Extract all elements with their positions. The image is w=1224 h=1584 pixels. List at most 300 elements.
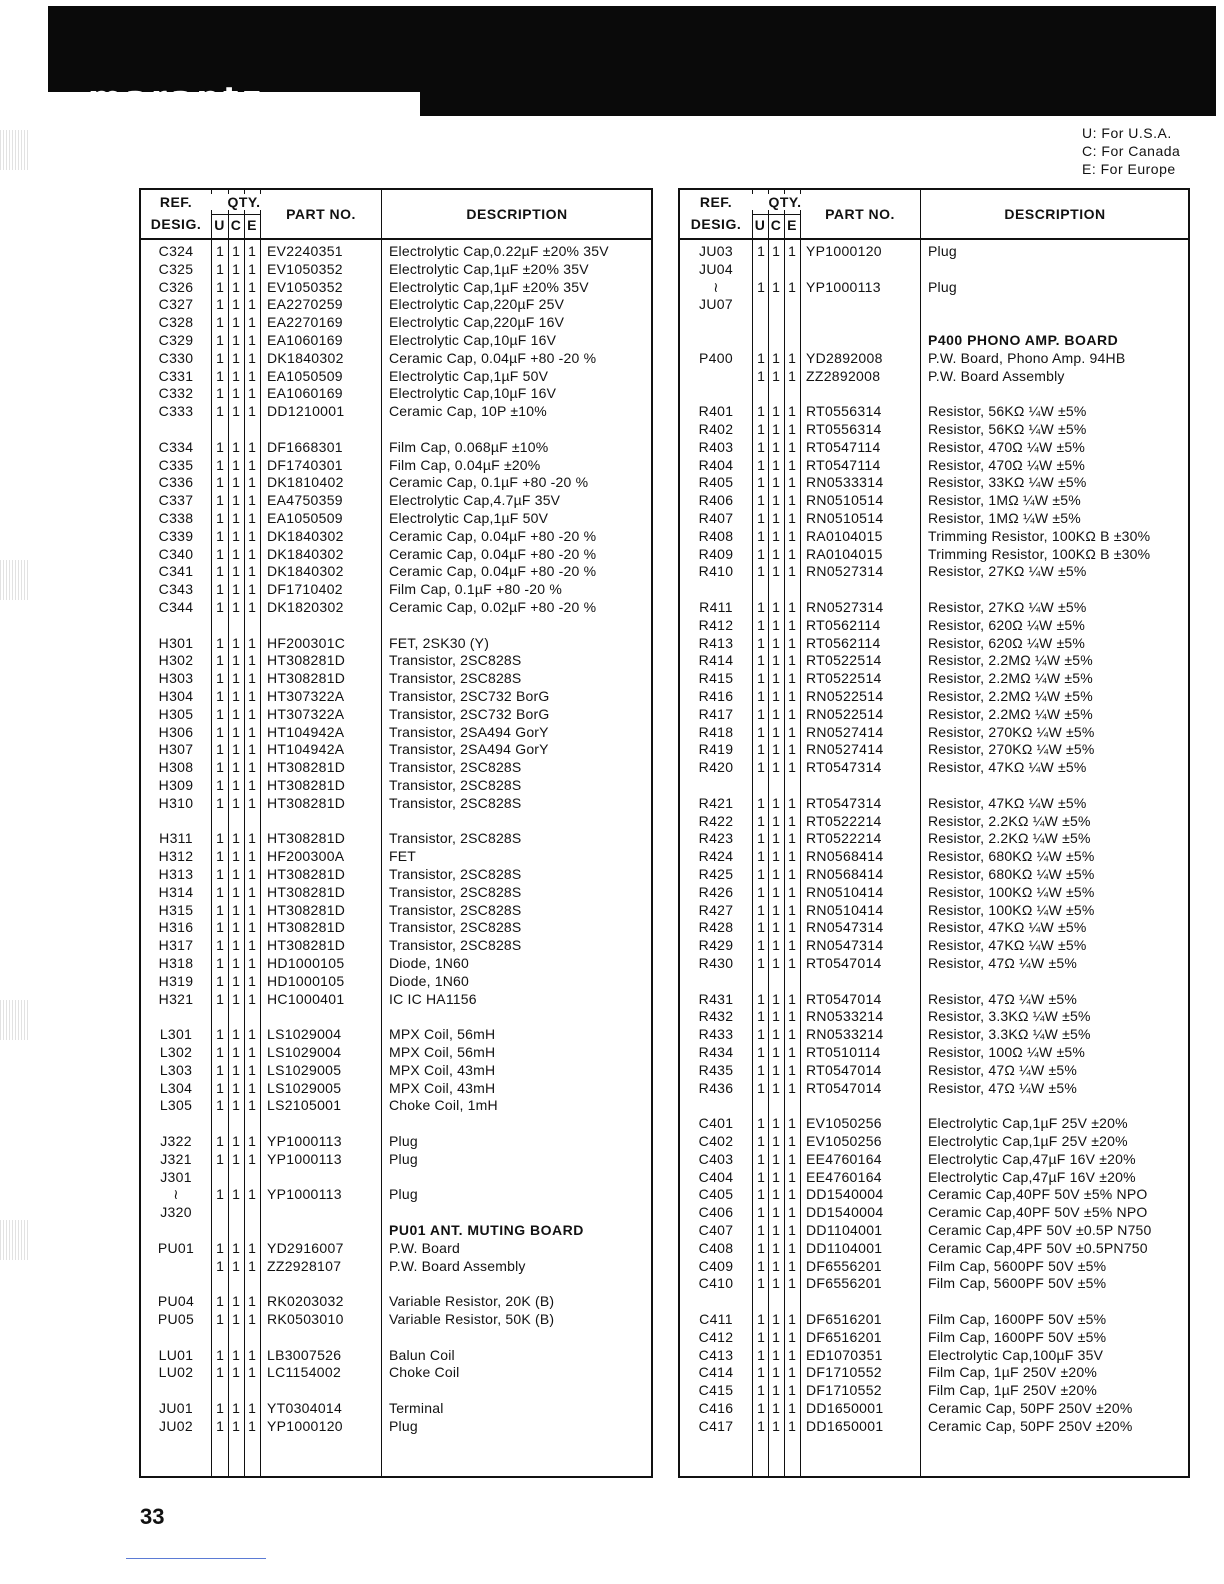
part-row [680, 1310, 1188, 1328]
part-row [680, 1328, 1188, 1346]
ref-designator: P400 [699, 349, 733, 366]
part-row [141, 509, 651, 527]
qty-u: 1 [757, 937, 765, 954]
ref-designator: ≀ [713, 278, 719, 295]
qty-e: 1 [248, 563, 256, 580]
part-description: Electrolytic Cap,220µF 16V [389, 314, 565, 331]
part-description: Electrolytic Cap,47µF 16V ±20% [928, 1168, 1136, 1185]
part-row [680, 705, 1188, 723]
part-row [680, 812, 1188, 830]
part-number: DD1650001 [806, 1400, 884, 1416]
qty-u: 1 [757, 1133, 765, 1149]
qty-c: 1 [772, 527, 780, 544]
part-row [680, 1399, 1188, 1417]
qty-c: 1 [232, 438, 240, 455]
part-description: Electrolytic Cap,1µF 25V ±20% [928, 1133, 1128, 1149]
ref-designator: L304 [159, 1079, 193, 1096]
qty-c: 1 [772, 1382, 780, 1399]
part-row [680, 1043, 1188, 1061]
part-description: FET [389, 848, 417, 865]
part-row [141, 242, 651, 260]
part-row [680, 1381, 1188, 1399]
ref-designator: H301 [158, 634, 194, 651]
ref-designator: R406 [698, 492, 734, 509]
qty-e: 1 [788, 1204, 796, 1221]
qty-u: 1 [757, 830, 765, 847]
qty-e: 1 [248, 794, 256, 811]
part-row [680, 1346, 1188, 1364]
qty-c: 1 [232, 243, 240, 259]
ref-designator: J322 [160, 1133, 192, 1149]
part-row [680, 865, 1188, 883]
ref-designator: R433 [698, 1026, 734, 1043]
qty-c: 1 [772, 883, 780, 900]
part-number: RN0527414 [806, 741, 884, 758]
part-row [680, 1007, 1188, 1025]
ref-designator: C338 [158, 510, 194, 526]
part-description: Resistor, 620Ω ¼W ±5% [928, 616, 1085, 633]
header-ref: REF. [699, 194, 733, 210]
qty-u: 1 [216, 919, 224, 936]
qty-u: 1 [757, 901, 765, 918]
part-row [680, 402, 1188, 420]
part-row [141, 972, 651, 990]
ref-designator: R428 [698, 919, 734, 936]
qty-u: 1 [216, 990, 224, 1007]
ref-designator: H304 [158, 688, 194, 704]
qty-c: 1 [772, 599, 780, 615]
part-number: DK1840302 [267, 545, 344, 562]
ref-designator: H308 [158, 759, 194, 776]
part-number: EA1060169 [267, 332, 343, 348]
qty-e: 1 [248, 438, 256, 455]
part-description: Resistor, 100Ω ¼W ±5% [928, 1044, 1085, 1060]
region-legend-canada: C: For Canada [1082, 143, 1181, 159]
part-number: DD1210001 [267, 403, 345, 420]
qty-u: 1 [757, 1186, 765, 1203]
header-c: C [230, 217, 242, 233]
table-header [680, 190, 1188, 240]
ref-designator: R419 [698, 741, 734, 758]
ref-designator: C337 [158, 492, 194, 509]
qty-c: 1 [772, 670, 780, 687]
part-description: Electrolytic Cap,1µF 50V [389, 367, 549, 384]
qty-c: 1 [232, 705, 240, 722]
ref-designator: R403 [698, 438, 734, 455]
part-number: DF1740301 [267, 456, 343, 473]
qty-e: 1 [248, 1400, 256, 1416]
part-row [141, 1185, 651, 1203]
section-heading-row [680, 331, 1188, 349]
part-number: RN0547314 [806, 919, 884, 936]
part-row [141, 794, 651, 812]
part-row [141, 776, 651, 794]
qty-c: 1 [232, 1186, 240, 1203]
part-number: DK1840302 [267, 349, 344, 366]
ref-designator: R411 [699, 599, 733, 615]
qty-u: 1 [757, 545, 765, 562]
qty-e: 1 [788, 1311, 796, 1327]
header-band [48, 6, 1216, 92]
part-number: HT308281D [267, 777, 346, 793]
header-c: C [770, 217, 782, 233]
part-description: Diode, 1N60 [389, 955, 470, 971]
qty-e: 1 [248, 581, 256, 598]
part-description: MPX Coil, 56mH [389, 1026, 496, 1043]
part-row [141, 1096, 651, 1114]
part-number: DF1668301 [267, 438, 343, 455]
qty-u: 1 [757, 652, 765, 669]
header-ref: REF. [159, 194, 193, 210]
part-description: Plug [389, 1186, 418, 1203]
ref-designator: H305 [158, 705, 194, 722]
qty-e: 1 [788, 474, 796, 491]
part-number: EA1050509 [267, 510, 343, 526]
part-row [680, 491, 1188, 509]
ref-designator: C410 [698, 1275, 734, 1292]
qty-u: 1 [216, 510, 224, 526]
part-row [141, 1310, 651, 1328]
qty-e: 1 [788, 794, 796, 811]
qty-e: 1 [788, 1008, 796, 1025]
part-row [141, 634, 651, 652]
part-description: P.W. Board Assembly [928, 367, 1065, 384]
qty-c: 1 [232, 794, 240, 811]
qty-e: 1 [788, 955, 796, 971]
part-number: RN0568414 [806, 848, 884, 865]
part-description: Transistor, 2SC828S [389, 759, 522, 776]
qty-c: 1 [772, 1026, 780, 1043]
ref-designator: H316 [158, 919, 194, 936]
qty-u: 1 [757, 563, 765, 580]
qty-u: 1 [757, 759, 765, 776]
qty-e: 1 [788, 919, 796, 936]
part-row [680, 740, 1188, 758]
part-number: YD2892008 [806, 349, 883, 366]
qty-e: 1 [788, 367, 796, 384]
qty-u: 1 [216, 1239, 224, 1256]
qty-e: 1 [248, 830, 256, 847]
part-number: RN0527414 [806, 723, 884, 740]
part-row [141, 829, 651, 847]
region-legend [1082, 124, 1180, 178]
part-description: Plug [928, 278, 957, 295]
qty-e: 1 [788, 1275, 796, 1292]
qty-u: 1 [216, 830, 224, 847]
qty-u: 1 [216, 332, 224, 348]
part-number: LC1154002 [267, 1364, 342, 1381]
qty-e: 1 [788, 456, 796, 473]
qty-c: 1 [232, 1133, 240, 1149]
qty-u: 1 [216, 1364, 224, 1381]
qty-u: 1 [757, 812, 765, 829]
part-description: Electrolytic Cap,100µF 35V [928, 1346, 1104, 1363]
part-number: LS1029004 [267, 1026, 342, 1043]
ref-designator: C326 [158, 278, 194, 295]
part-number: ED1070351 [806, 1346, 883, 1363]
qty-u: 1 [757, 349, 765, 366]
part-row [141, 990, 651, 1008]
qty-c: 1 [772, 794, 780, 811]
part-row [680, 1061, 1188, 1079]
qty-u: 1 [757, 527, 765, 544]
qty-e: 1 [248, 1417, 256, 1434]
qty-e: 1 [248, 866, 256, 882]
qty-u: 1 [216, 1311, 224, 1327]
part-description: Ceramic Cap,4PF 50V ±0.5P N750 [928, 1222, 1152, 1238]
part-description: Transistor, 2SC828S [389, 937, 522, 954]
qty-c: 1 [232, 1150, 240, 1167]
ref-designator: H310 [158, 794, 194, 811]
qty-u: 1 [216, 456, 224, 473]
part-description: Resistor, 270KΩ ¼W ±5% [928, 723, 1095, 740]
part-number: RT0547114 [806, 438, 881, 455]
qty-u: 1 [757, 1400, 765, 1416]
qty-c: 1 [772, 919, 780, 936]
header-band-notch [420, 92, 1216, 116]
ref-designator: C403 [698, 1150, 734, 1167]
part-description: Electrolytic Cap,47µF 16V ±20% [928, 1150, 1136, 1167]
part-row [141, 545, 651, 563]
part-description: Transistor, 2SC828S [389, 652, 522, 669]
part-description: Terminal [389, 1400, 444, 1416]
qty-u: 1 [216, 688, 224, 704]
qty-u: 1 [757, 1311, 765, 1327]
part-description: Electrolytic Cap,1µF 50V [389, 510, 549, 526]
part-number: LS1029005 [267, 1079, 342, 1096]
part-number: HD1000105 [267, 955, 345, 971]
qty-c: 1 [232, 777, 240, 793]
qty-e: 1 [248, 1257, 256, 1274]
qty-u: 1 [216, 278, 224, 295]
part-number: HC1000401 [267, 990, 345, 1007]
part-row [680, 456, 1188, 474]
qty-c: 1 [772, 1328, 780, 1345]
part-row [141, 295, 651, 313]
qty-c: 1 [232, 830, 240, 847]
qty-u: 1 [216, 670, 224, 687]
ref-designator: H314 [158, 883, 194, 900]
part-description: Resistor, 1MΩ ¼W ±5% [928, 510, 1081, 526]
part-row [680, 990, 1188, 1008]
part-row [680, 473, 1188, 491]
part-description: Ceramic Cap, 0.04µF +80 -20 % [389, 349, 597, 366]
ref-designator: C401 [698, 1115, 734, 1132]
qty-u: 1 [757, 1364, 765, 1381]
ref-designator: R405 [698, 474, 734, 491]
ref-designator: C325 [158, 260, 194, 277]
qty-c: 1 [772, 937, 780, 954]
qty-e: 1 [788, 741, 796, 758]
ref-designator: C335 [158, 456, 194, 473]
qty-e: 1 [788, 349, 796, 366]
qty-u: 1 [216, 901, 224, 918]
qty-e: 1 [788, 688, 796, 704]
qty-e: 1 [788, 990, 796, 1007]
qty-c: 1 [232, 652, 240, 669]
qty-e: 1 [788, 1168, 796, 1185]
ref-designator: H318 [158, 955, 194, 971]
part-description: Variable Resistor, 20K (B) [389, 1293, 555, 1310]
qty-c: 1 [772, 1222, 780, 1238]
part-description: Electrolytic Cap,1µF 25V ±20% [928, 1115, 1128, 1132]
qty-c: 1 [232, 1079, 240, 1096]
part-description: Plug [389, 1150, 418, 1167]
part-row [680, 367, 1188, 385]
header-e: E [247, 217, 257, 233]
qty-e: 1 [788, 883, 796, 900]
ref-designator: C402 [698, 1133, 734, 1149]
bottom-rule [126, 1558, 266, 1559]
part-number: YP1000120 [806, 243, 882, 259]
part-description: Ceramic Cap,40PF 50V ±5% NPO [928, 1186, 1148, 1203]
part-description: Ceramic Cap, 0.04µF +80 -20 % [389, 545, 597, 562]
part-description: Electrolytic Cap,0.22µF ±20% 35V [389, 243, 609, 259]
part-number: LB3007526 [267, 1346, 342, 1363]
region-legend-europe: E: For Europe [1082, 161, 1176, 177]
qty-c: 1 [772, 438, 780, 455]
qty-c: 1 [232, 670, 240, 687]
part-number: LS2105001 [267, 1097, 342, 1114]
qty-c: 1 [232, 937, 240, 954]
part-number: EV1050352 [267, 260, 343, 277]
part-number: DF6516201 [806, 1328, 882, 1345]
ref-designator: R431 [698, 990, 734, 1007]
part-number: RT0510114 [806, 1044, 881, 1060]
qty-c: 1 [772, 1239, 780, 1256]
qty-e: 1 [788, 652, 796, 669]
ref-designator: C327 [158, 296, 194, 313]
part-number: RN0533314 [806, 474, 884, 491]
part-description: Electrolytic Cap,4.7µF 35V [389, 492, 561, 509]
part-number: YD2916007 [267, 1239, 344, 1256]
ref-designator: R420 [698, 759, 734, 776]
part-number: RT0556314 [806, 403, 882, 420]
part-description: Film Cap, 1600PF 50V ±5% [928, 1328, 1107, 1345]
ref-designator: R424 [698, 848, 734, 865]
part-number: HT308281D [267, 670, 346, 687]
part-row [141, 598, 651, 616]
part-description: Ceramic Cap, 50PF 250V ±20% [928, 1400, 1133, 1416]
ref-designator: R412 [698, 616, 734, 633]
ref-designator: H307 [158, 741, 194, 758]
qty-e: 1 [248, 278, 256, 295]
qty-c: 1 [772, 1133, 780, 1149]
qty-e: 1 [788, 243, 796, 259]
part-row [141, 491, 651, 509]
ref-designator: LU02 [158, 1364, 194, 1381]
qty-u: 1 [216, 883, 224, 900]
part-number: RK0203032 [267, 1293, 344, 1310]
qty-c: 1 [232, 919, 240, 936]
qty-e: 1 [788, 1346, 796, 1363]
part-number: RT0547014 [806, 990, 882, 1007]
ref-designator: R429 [698, 937, 734, 954]
part-description: Transistor, 2SC828S [389, 883, 522, 900]
part-number: RN0533214 [806, 1008, 884, 1025]
qty-e: 1 [248, 1186, 256, 1203]
qty-e: 1 [788, 1079, 796, 1096]
part-row [141, 1417, 651, 1435]
qty-e: 1 [788, 901, 796, 918]
qty-e: 1 [788, 1257, 796, 1274]
ref-designator: L301 [159, 1026, 193, 1043]
ref-designator: C414 [698, 1364, 734, 1381]
part-description: Resistor, 56KΩ ¼W ±5% [928, 403, 1087, 420]
qty-e: 1 [248, 670, 256, 687]
qty-u: 1 [216, 314, 224, 331]
qty-u: 1 [757, 403, 765, 420]
qty-u: 1 [216, 794, 224, 811]
qty-e: 1 [788, 705, 796, 722]
qty-c: 1 [772, 510, 780, 526]
part-description: Resistor, 47KΩ ¼W ±5% [928, 919, 1087, 936]
part-description: Transistor, 2SC828S [389, 830, 522, 847]
part-row [680, 1132, 1188, 1150]
part-number: RK0503010 [267, 1311, 344, 1327]
part-row [680, 260, 1188, 278]
part-row [680, 1239, 1188, 1257]
part-row [141, 438, 651, 456]
part-number: RN0522514 [806, 705, 884, 722]
qty-e: 1 [248, 456, 256, 473]
qty-c: 1 [772, 1417, 780, 1434]
part-row [680, 829, 1188, 847]
ref-designator: J320 [160, 1204, 192, 1221]
qty-e: 1 [248, 901, 256, 918]
header-part-no: PART NO. [286, 206, 356, 222]
part-number: RN0527314 [806, 599, 884, 615]
scan-margin-mark [0, 130, 30, 170]
header-qty: QTY. [752, 194, 818, 210]
qty-e: 1 [248, 919, 256, 936]
part-description: Resistor, 3.3KΩ ¼W ±5% [928, 1008, 1091, 1025]
qty-u: 1 [757, 599, 765, 615]
part-row [680, 1025, 1188, 1043]
ref-designator: C407 [698, 1222, 734, 1238]
qty-e: 1 [248, 955, 256, 971]
part-row [141, 705, 651, 723]
part-row [141, 562, 651, 580]
qty-e: 1 [788, 438, 796, 455]
part-description: Resistor, 56KΩ ¼W ±5% [928, 421, 1087, 437]
qty-e: 1 [248, 777, 256, 793]
qty-e: 1 [248, 1061, 256, 1078]
qty-u: 1 [216, 705, 224, 722]
part-number: RN0522514 [806, 688, 884, 704]
qty-u: 1 [216, 723, 224, 740]
part-row [141, 367, 651, 385]
qty-e: 1 [788, 599, 796, 615]
part-number: RT0522514 [806, 652, 882, 669]
ref-designator: J321 [160, 1150, 192, 1167]
qty-u: 1 [757, 1239, 765, 1256]
part-number: DD1540004 [806, 1204, 884, 1221]
qty-c: 1 [772, 759, 780, 776]
part-row [141, 1292, 651, 1310]
qty-c: 1 [772, 705, 780, 722]
header-part-no: PART NO. [825, 206, 895, 222]
part-number: EE4760164 [806, 1168, 882, 1185]
part-number: RA0104015 [806, 527, 883, 544]
qty-c: 1 [772, 741, 780, 758]
part-number: HD1000105 [267, 972, 345, 989]
qty-u: 1 [216, 848, 224, 865]
qty-u: 1 [757, 1222, 765, 1238]
qty-c: 1 [772, 367, 780, 384]
part-description: Resistor, 680KΩ ¼W ±5% [928, 848, 1095, 865]
part-number: YP1000113 [806, 278, 881, 295]
